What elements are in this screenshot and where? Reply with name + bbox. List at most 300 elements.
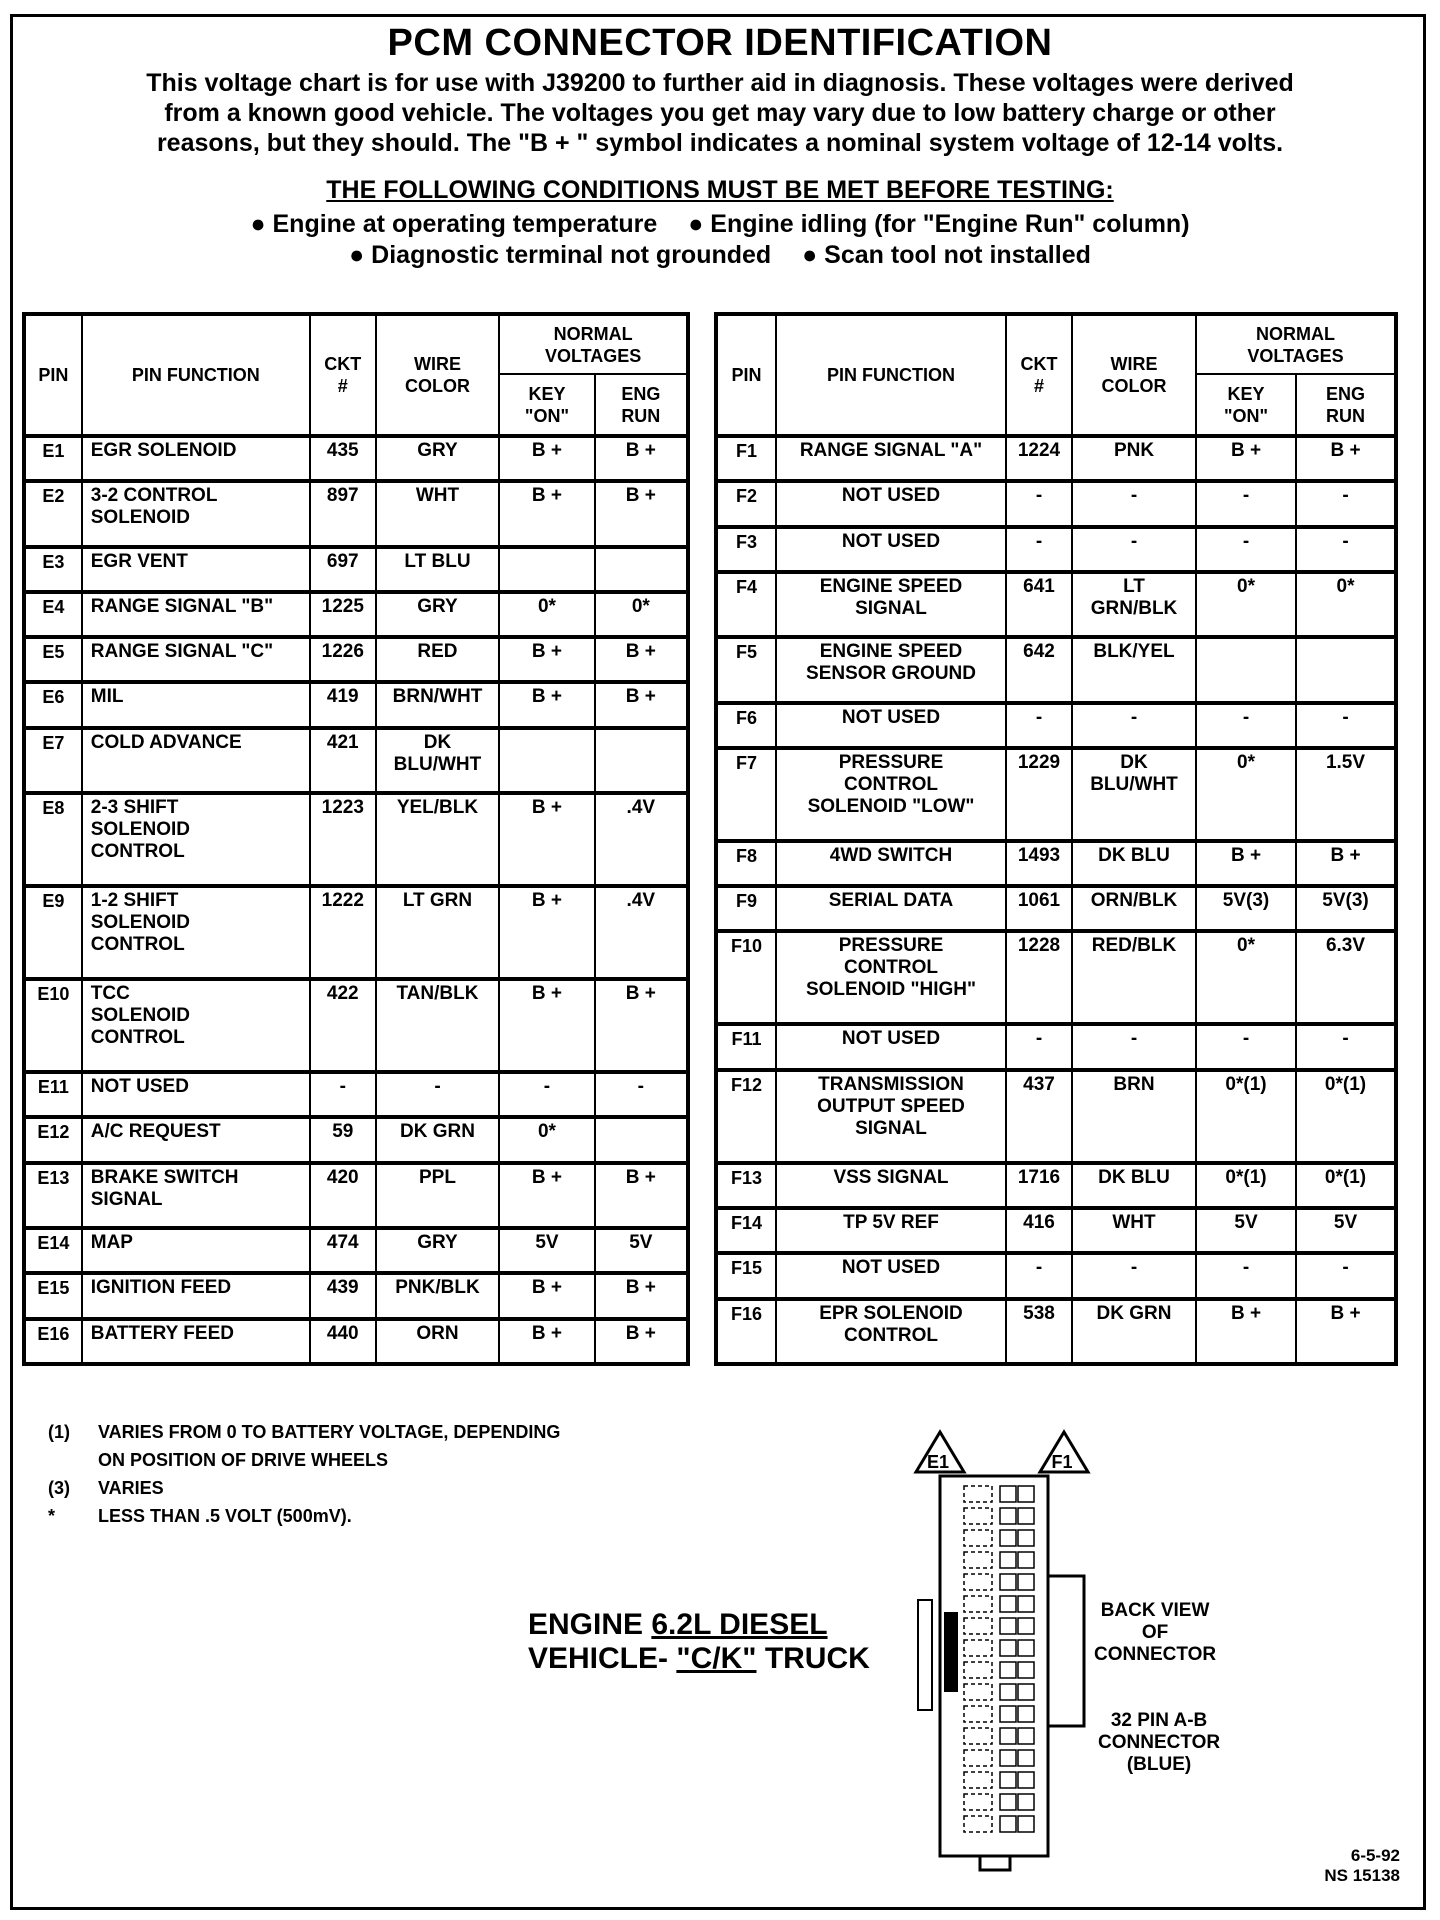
wire-cell: DK BLU	[1072, 841, 1196, 886]
pin-cell: F13	[716, 1163, 776, 1208]
ckt-cell: -	[1006, 703, 1072, 748]
pin-cell: E10	[24, 979, 82, 1072]
pin-cell: F12	[716, 1070, 776, 1163]
pin-cell: F2	[716, 481, 776, 526]
footnote: * LESS THAN .5 VOLT (500mV).	[48, 1506, 352, 1526]
e1-label: E1	[926, 1452, 950, 1472]
table-row	[716, 1253, 1396, 1298]
wire-cell: GRY	[376, 1228, 500, 1273]
key-on-voltage-cell: B +	[499, 1163, 594, 1228]
function-cell: RANGE SIGNAL "B"	[82, 592, 310, 637]
eng-run-voltage-cell: -	[1296, 1253, 1396, 1298]
ckt-cell: -	[1006, 527, 1072, 572]
eng-run-voltage-cell: .4V	[595, 793, 688, 886]
eng-run-voltage-cell	[595, 728, 688, 793]
ckt-cell: 897	[310, 481, 376, 546]
table-row	[716, 572, 1396, 637]
function-cell: TP 5V REF	[776, 1208, 1006, 1253]
function-cell: SERIAL DATA	[776, 886, 1006, 931]
table-row	[716, 1024, 1396, 1069]
pin-cavity	[1018, 1816, 1034, 1832]
table-row	[24, 1319, 688, 1364]
key-on-voltage-cell: B +	[499, 886, 594, 979]
key-on-voltage-cell: 0*(1)	[1196, 1070, 1296, 1163]
pin-cell: F1	[716, 436, 776, 481]
key-on-voltage-cell: 0*(1)	[1196, 1163, 1296, 1208]
pin-cavity	[964, 1486, 992, 1502]
ckt-cell: 420	[310, 1163, 376, 1228]
pin-cavity	[1018, 1530, 1034, 1546]
function-cell: NOT USED	[776, 1253, 1006, 1298]
pin-cavity	[1000, 1574, 1016, 1590]
header-function: PIN FUNCTION	[776, 314, 1006, 436]
pin-cell: F6	[716, 703, 776, 748]
pin-cell: F8	[716, 841, 776, 886]
wire-cell: DK BLU	[1072, 1163, 1196, 1208]
ckt-cell: 1061	[1006, 886, 1072, 931]
pin-cavity	[1018, 1508, 1034, 1524]
pin-cavity	[1000, 1508, 1016, 1524]
intro-line: from a known good vehicle. The voltages you get may vary due to low battery charge or other	[164, 99, 1276, 127]
pin-cavity	[1018, 1574, 1034, 1590]
pin-cavity	[1018, 1640, 1034, 1656]
function-cell: BRAKE SWITCH SIGNAL	[82, 1163, 310, 1228]
key-on-voltage-cell: 0*	[499, 1117, 594, 1162]
pin-cell: E16	[24, 1319, 82, 1364]
table-row	[716, 748, 1396, 841]
function-cell: EGR SOLENOID	[82, 436, 310, 481]
table-row	[24, 1072, 688, 1117]
pin-cell: F9	[716, 886, 776, 931]
header-normal: NORMAL VOLTAGES	[499, 314, 688, 374]
function-cell: NOT USED	[776, 703, 1006, 748]
ckt-cell: -	[310, 1072, 376, 1117]
pin-table-f	[714, 312, 1398, 1366]
table-header	[716, 314, 1396, 436]
eng-run-voltage-cell: B +	[595, 979, 688, 1072]
pin-cavity	[1000, 1750, 1016, 1766]
eng-run-voltage-cell: B +	[1296, 436, 1396, 481]
pin-cell: E15	[24, 1273, 82, 1318]
condition-item: ● Engine at operating temperature	[250, 210, 658, 238]
pin-cavity	[1018, 1618, 1034, 1634]
function-cell: ENGINE SPEED SENSOR GROUND	[776, 637, 1006, 702]
key-on-voltage-cell: -	[1196, 1024, 1296, 1069]
function-cell: NOT USED	[82, 1072, 310, 1117]
eng-run-voltage-cell: B +	[595, 436, 688, 481]
footnotes	[48, 1418, 560, 1530]
eng-run-voltage-cell	[595, 1117, 688, 1162]
table-row	[716, 931, 1396, 1024]
key-on-voltage-cell: 5V	[1196, 1208, 1296, 1253]
pin-cell: E7	[24, 728, 82, 793]
wire-cell: WHT	[376, 481, 500, 546]
function-cell: 2-3 SHIFT SOLENOID CONTROL	[82, 793, 310, 886]
wire-cell: LT GRN/BLK	[1072, 572, 1196, 637]
header-key: KEY "ON"	[499, 374, 594, 436]
function-cell: 4WD SWITCH	[776, 841, 1006, 886]
intro-text	[60, 68, 1380, 158]
header-wire: WIRE COLOR	[376, 314, 500, 436]
table-row	[24, 481, 688, 546]
pin-cell: E8	[24, 793, 82, 886]
header-key: KEY "ON"	[1196, 374, 1296, 436]
footnote: (1) VARIES FROM 0 TO BATTERY VOLTAGE, DEPENDING	[48, 1422, 561, 1442]
ckt-cell: 474	[310, 1228, 376, 1273]
function-cell: MIL	[82, 682, 310, 727]
pin-cavity	[1000, 1816, 1016, 1832]
key-on-voltage-cell: B +	[499, 436, 594, 481]
header-pin: PIN	[24, 314, 82, 436]
table-row	[24, 1228, 688, 1273]
connector-key-icon	[944, 1612, 958, 1692]
conditions-title: THE FOLLOWING CONDITIONS MUST BE MET BEFORE TESTING:	[326, 176, 1114, 204]
function-cell: COLD ADVANCE	[82, 728, 310, 793]
eng-run-voltage-cell: B +	[595, 637, 688, 682]
wire-cell: ORN	[376, 1319, 500, 1364]
table-row	[716, 637, 1396, 702]
ckt-cell: -	[1006, 1024, 1072, 1069]
function-cell: 3-2 CONTROL SOLENOID	[82, 481, 310, 546]
eng-run-voltage-cell: B +	[595, 1319, 688, 1364]
table-row	[24, 979, 688, 1072]
ckt-cell: -	[1006, 481, 1072, 526]
pin-cavity	[1018, 1596, 1034, 1612]
pin-table-e	[22, 312, 690, 1366]
table-row	[716, 703, 1396, 748]
wire-cell: GRY	[376, 436, 500, 481]
ckt-cell: 642	[1006, 637, 1072, 702]
eng-run-voltage-cell: -	[1296, 1024, 1396, 1069]
pin-cavity	[1018, 1772, 1034, 1788]
ckt-cell: 421	[310, 728, 376, 793]
key-on-voltage-cell: -	[1196, 703, 1296, 748]
pin-cavity	[964, 1794, 992, 1810]
function-cell: MAP	[82, 1228, 310, 1273]
wire-cell: -	[1072, 1024, 1196, 1069]
ckt-cell: 439	[310, 1273, 376, 1318]
table-body	[716, 436, 1396, 1364]
table-row	[24, 637, 688, 682]
condition-item: ● Diagnostic terminal not grounded	[349, 241, 772, 269]
eng-run-voltage-cell: -	[1296, 481, 1396, 526]
pin-cavity	[1000, 1486, 1016, 1502]
pin-cell: E12	[24, 1117, 82, 1162]
ckt-cell: 641	[1006, 572, 1072, 637]
pin-cell: F10	[716, 931, 776, 1024]
function-cell: PRESSURE CONTROL SOLENOID "LOW"	[776, 748, 1006, 841]
ckt-cell: 538	[1006, 1299, 1072, 1364]
document-stamp: 6-5-92 NS 15138	[1324, 1846, 1400, 1885]
pin-cavity	[1018, 1706, 1034, 1722]
wire-cell: WHT	[1072, 1208, 1196, 1253]
pin-cavity	[1000, 1530, 1016, 1546]
key-on-voltage-cell: B +	[499, 682, 594, 727]
pin-cell: E4	[24, 592, 82, 637]
pin-cavity	[1018, 1728, 1034, 1744]
eng-run-voltage-cell: B +	[1296, 1299, 1396, 1364]
pin-cell: E3	[24, 547, 82, 592]
pin-cavity	[1000, 1772, 1016, 1788]
wire-cell: BRN/WHT	[376, 682, 500, 727]
pin-connector-label: 32 PIN A-B CONNECTOR (BLUE)	[1098, 1710, 1221, 1775]
key-on-voltage-cell: B +	[499, 979, 594, 1072]
pin-cavity	[964, 1618, 992, 1634]
pin-cavity	[1000, 1618, 1016, 1634]
pin-cavity	[964, 1508, 992, 1524]
ckt-cell: 1716	[1006, 1163, 1072, 1208]
wire-cell: -	[1072, 1253, 1196, 1298]
pin-cavity	[1000, 1728, 1016, 1744]
pin-cell: F3	[716, 527, 776, 572]
ckt-cell: 440	[310, 1319, 376, 1364]
wire-cell: PNK/BLK	[376, 1273, 500, 1318]
eng-run-voltage-cell: 1.5V	[1296, 748, 1396, 841]
wire-cell: PPL	[376, 1163, 500, 1228]
function-cell: TRANSMISSION OUTPUT SPEED SIGNAL	[776, 1070, 1006, 1163]
table-row	[716, 886, 1396, 931]
wire-cell: ORN/BLK	[1072, 886, 1196, 931]
ckt-cell: 1228	[1006, 931, 1072, 1024]
ckt-cell: 1223	[310, 793, 376, 886]
eng-run-voltage-cell: -	[1296, 703, 1396, 748]
pin-cavity	[1018, 1552, 1034, 1568]
table-row	[716, 436, 1396, 481]
key-on-voltage-cell: B +	[499, 481, 594, 546]
pin-cavity	[964, 1728, 992, 1744]
pin-cavity	[1000, 1596, 1016, 1612]
pin-cavity	[964, 1750, 992, 1766]
condition-item: ● Scan tool not installed	[802, 241, 1091, 269]
ckt-cell: 1225	[310, 592, 376, 637]
wire-cell: -	[1072, 703, 1196, 748]
table-row	[24, 436, 688, 481]
connector-diagram-icon	[900, 1420, 1100, 1880]
key-on-voltage-cell: B +	[499, 793, 594, 886]
pin-cell: F5	[716, 637, 776, 702]
ckt-cell: 416	[1006, 1208, 1072, 1253]
footnote: ON POSITION OF DRIVE WHEELS	[98, 1450, 389, 1470]
key-on-voltage-cell: -	[1196, 481, 1296, 526]
page-title: PCM CONNECTOR IDENTIFICATION	[387, 22, 1053, 64]
pin-cavity	[1018, 1486, 1034, 1502]
table-row	[716, 1163, 1396, 1208]
key-on-voltage-cell	[499, 547, 594, 592]
back-view-label: BACK VIEW OF CONNECTOR	[1094, 1600, 1217, 1665]
wire-cell: DK GRN	[1072, 1299, 1196, 1364]
connector-foot-icon	[980, 1856, 1010, 1870]
function-cell: EPR SOLENOID CONTROL	[776, 1299, 1006, 1364]
intro-line: This voltage chart is for use with J39200 to further aid in diagnosis. These voltages were derived	[146, 69, 1294, 97]
key-on-voltage-cell: -	[499, 1072, 594, 1117]
pin-cavity	[1000, 1794, 1016, 1810]
table-row	[716, 1070, 1396, 1163]
conditions-row-2	[0, 241, 1440, 270]
header-ckt: CKT #	[1006, 314, 1072, 436]
eng-run-voltage-cell: B +	[595, 682, 688, 727]
wire-cell: BRN	[1072, 1070, 1196, 1163]
function-cell: ENGINE SPEED SIGNAL	[776, 572, 1006, 637]
pin-cell: F11	[716, 1024, 776, 1069]
key-on-voltage-cell: 0*	[499, 592, 594, 637]
table-row	[24, 1163, 688, 1228]
key-on-voltage-cell: 0*	[1196, 572, 1296, 637]
eng-run-voltage-cell: 5V(3)	[1296, 886, 1396, 931]
function-cell: VSS SIGNAL	[776, 1163, 1006, 1208]
wire-cell: BLK/YEL	[1072, 637, 1196, 702]
pin-cell: E5	[24, 637, 82, 682]
intro-line: reasons, but they should. The "B + " symbol indicates a nominal system voltage of 12-14 volts.	[156, 129, 1284, 157]
wire-cell: LT GRN	[376, 886, 500, 979]
pin-cavity	[1000, 1640, 1016, 1656]
key-on-voltage-cell: -	[1196, 527, 1296, 572]
f1-label: F1	[1051, 1452, 1073, 1472]
pin-cell: E2	[24, 481, 82, 546]
header-function: PIN FUNCTION	[82, 314, 310, 436]
key-on-voltage-cell: 5V	[499, 1228, 594, 1273]
eng-run-voltage-cell: 6.3V	[1296, 931, 1396, 1024]
key-on-voltage-cell: 0*	[1196, 931, 1296, 1024]
pin-cell: F14	[716, 1208, 776, 1253]
function-cell: RANGE SIGNAL "A"	[776, 436, 1006, 481]
table-row	[24, 728, 688, 793]
function-cell: A/C REQUEST	[82, 1117, 310, 1162]
eng-run-voltage-cell: .4V	[595, 886, 688, 979]
wire-cell: GRY	[376, 592, 500, 637]
eng-run-voltage-cell: 0*(1)	[1296, 1163, 1396, 1208]
table-row	[24, 592, 688, 637]
pin-cavity	[964, 1596, 992, 1612]
eng-run-voltage-cell: -	[1296, 527, 1396, 572]
header-wire: WIRE COLOR	[1072, 314, 1196, 436]
function-cell: RANGE SIGNAL "C"	[82, 637, 310, 682]
engine-caption: ENGINE 6.2L DIESEL VEHICLE- "C/K" TRUCK	[528, 1608, 870, 1675]
eng-run-voltage-cell: 0*(1)	[1296, 1070, 1396, 1163]
pin-cell: E11	[24, 1072, 82, 1117]
function-cell: EGR VENT	[82, 547, 310, 592]
wire-cell: TAN/BLK	[376, 979, 500, 1072]
ckt-cell: -	[1006, 1253, 1072, 1298]
header-eng: ENG RUN	[595, 374, 688, 436]
table-row	[24, 1273, 688, 1318]
pin-cavity	[964, 1530, 992, 1546]
wire-cell: LT BLU	[376, 547, 500, 592]
eng-run-voltage-cell: B +	[595, 481, 688, 546]
footnote: (3) VARIES	[48, 1478, 164, 1498]
pin-cavity	[1000, 1552, 1016, 1568]
pin-cavity	[964, 1772, 992, 1788]
pin-cavity	[1000, 1706, 1016, 1722]
pin-cell: E9	[24, 886, 82, 979]
ckt-cell: 1493	[1006, 841, 1072, 886]
function-cell: NOT USED	[776, 481, 1006, 526]
ckt-cell: 697	[310, 547, 376, 592]
pin-cell: E13	[24, 1163, 82, 1228]
function-cell: NOT USED	[776, 1024, 1006, 1069]
pin-cell: E1	[24, 436, 82, 481]
ckt-cell: 1226	[310, 637, 376, 682]
pin-cell: E6	[24, 682, 82, 727]
eng-run-voltage-cell: 5V	[1296, 1208, 1396, 1253]
connector-latch-icon	[1048, 1576, 1084, 1726]
pin-cavity	[964, 1684, 992, 1700]
pin-cavity	[1000, 1684, 1016, 1700]
key-on-voltage-cell: B +	[499, 1319, 594, 1364]
function-cell: IGNITION FEED	[82, 1273, 310, 1318]
wire-cell: -	[1072, 527, 1196, 572]
pin-cavity	[1000, 1662, 1016, 1678]
ckt-cell: 422	[310, 979, 376, 1072]
table-row	[716, 527, 1396, 572]
key-on-voltage-cell: B +	[1196, 841, 1296, 886]
conditions-row-1	[0, 210, 1440, 239]
ckt-cell: 437	[1006, 1070, 1072, 1163]
key-on-voltage-cell: 0*	[1196, 748, 1296, 841]
pin-cavity	[964, 1552, 992, 1568]
ckt-cell: 1224	[1006, 436, 1072, 481]
function-cell: NOT USED	[776, 527, 1006, 572]
eng-run-voltage-cell	[595, 547, 688, 592]
table-row	[716, 1299, 1396, 1364]
pin-cavity	[964, 1816, 992, 1832]
eng-run-voltage-cell: B +	[595, 1163, 688, 1228]
wire-cell: -	[1072, 481, 1196, 526]
ckt-cell: 1229	[1006, 748, 1072, 841]
key-on-voltage-cell: -	[1196, 1253, 1296, 1298]
pin-cell: F7	[716, 748, 776, 841]
wire-cell: RED/BLK	[1072, 931, 1196, 1024]
ckt-cell: 1222	[310, 886, 376, 979]
table-row	[24, 682, 688, 727]
condition-item: ● Engine idling (for "Engine Run" column)	[688, 210, 1190, 238]
pin-cavity	[964, 1662, 992, 1678]
table-row	[24, 547, 688, 592]
connector-lock-icon	[918, 1600, 932, 1710]
wire-cell: DK BLU/WHT	[376, 728, 500, 793]
table-row	[24, 886, 688, 979]
key-on-voltage-cell	[1196, 637, 1296, 702]
function-cell: 1-2 SHIFT SOLENOID CONTROL	[82, 886, 310, 979]
wire-cell: -	[376, 1072, 500, 1117]
table-row	[716, 481, 1396, 526]
ckt-cell: 59	[310, 1117, 376, 1162]
table-row	[24, 793, 688, 886]
pin-cavity	[1018, 1750, 1034, 1766]
key-on-voltage-cell: B +	[499, 1273, 594, 1318]
eng-run-voltage-cell: 0*	[595, 592, 688, 637]
table-header	[24, 314, 688, 436]
pin-cavity	[964, 1640, 992, 1656]
wire-cell: RED	[376, 637, 500, 682]
pin-cell: E14	[24, 1228, 82, 1273]
wire-cell: DK GRN	[376, 1117, 500, 1162]
eng-run-voltage-cell: 5V	[595, 1228, 688, 1273]
table-body	[24, 436, 688, 1364]
key-on-voltage-cell: B +	[1196, 436, 1296, 481]
wire-cell: PNK	[1072, 436, 1196, 481]
pin-cavity	[964, 1574, 992, 1590]
pin-cell: F4	[716, 572, 776, 637]
pin-cavity	[1018, 1794, 1034, 1810]
pin-cavity	[1018, 1684, 1034, 1700]
key-on-voltage-cell	[499, 728, 594, 793]
key-on-voltage-cell: B +	[499, 637, 594, 682]
eng-run-voltage-cell: -	[595, 1072, 688, 1117]
header-pin: PIN	[716, 314, 776, 436]
function-cell: TCC SOLENOID CONTROL	[82, 979, 310, 1072]
ckt-cell: 419	[310, 682, 376, 727]
eng-run-voltage-cell: B +	[595, 1273, 688, 1318]
